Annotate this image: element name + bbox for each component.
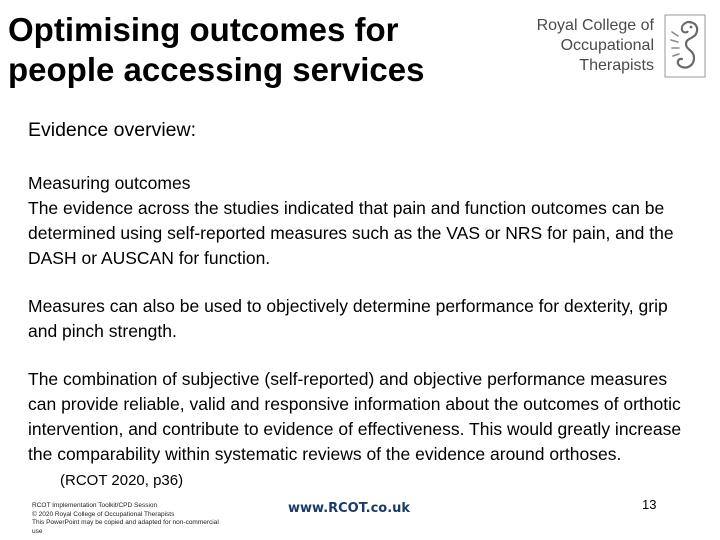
- evidence-subtitle: Evidence overview:: [28, 119, 196, 141]
- paragraph-1: The evidence across the studies indicated that pain and function outcomes can be determined using self-reported measures such as the VAS or NRS for pain, and the DASH or AUSCAN for function.: [28, 198, 674, 268]
- logo-text: [536, 16, 654, 76]
- footer-line1: RCOT Implementation Toolkit/CPD Session: [32, 502, 158, 509]
- rcot-seahorse-logo-icon: [664, 14, 706, 78]
- citation: (RCOT 2020, p36): [60, 472, 184, 489]
- paragraph-3-text: The combination of subjective (self-reported) and objective performance measures can provide reliable, valid and responsive information about the outcomes of orthotic intervention, and contribute to evidence of effectiveness. This would greatly increase the comparability within systematic reviews of the evidence around orthoses.: [28, 369, 682, 464]
- main-content: [28, 118, 698, 493]
- page-title: [8, 10, 508, 90]
- page-number: 13: [642, 497, 657, 512]
- paragraph-3: [28, 367, 698, 493]
- paragraph-2: Measures can also be used to objectively determine performance for dexterity, grip and pinch strength.: [28, 296, 668, 341]
- page-title-line1: Optimising outcomes for: [8, 11, 399, 48]
- page-title-line2: people accessing services: [8, 51, 425, 88]
- footer-url-link[interactable]: www.RCOT.co.uk: [288, 501, 411, 516]
- footer-line3: This PowerPoint may be copied and adapted for non-commercial use: [32, 519, 219, 535]
- logo-text-line1: Royal College of: [536, 17, 654, 34]
- section-heading: Measuring outcomes: [28, 173, 191, 193]
- logo-text-line3: Therapists: [579, 57, 654, 74]
- logo-text-line2: Occupational: [560, 37, 654, 54]
- footer-line2: © 2020 Royal College of Occupational Therapists: [32, 510, 175, 518]
- footer-notice: [32, 502, 222, 536]
- rcot-logo: [536, 14, 708, 80]
